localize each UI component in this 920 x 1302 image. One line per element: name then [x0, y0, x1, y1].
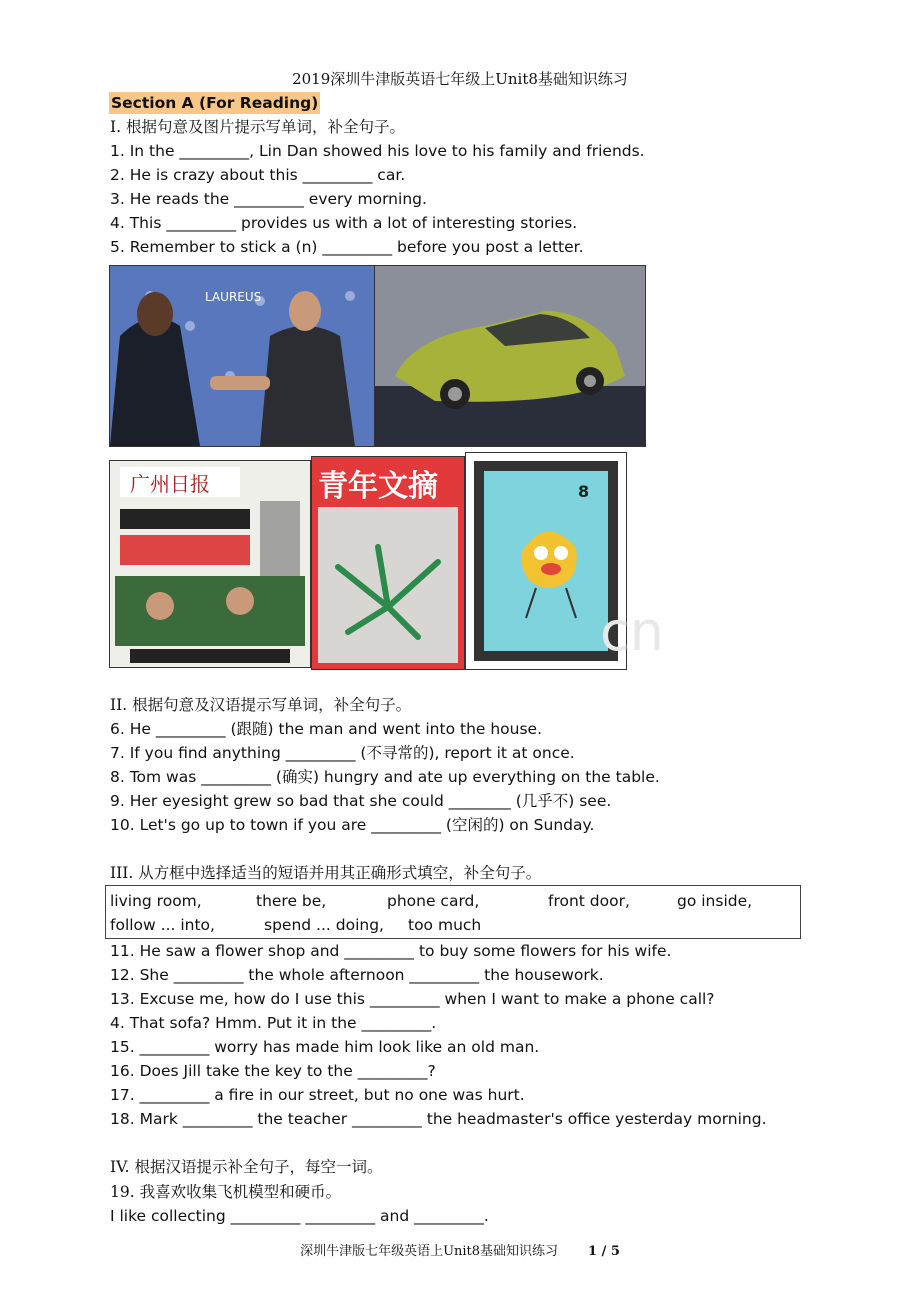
question-19-english: I like collecting _________ _________ and _________. — [110, 1207, 489, 1225]
question-8: 8. Tom was _________ (确实) hungry and ate up everything on the table. — [110, 768, 660, 786]
question-1: 1. In the _________, Lin Dan showed his love to his family and friends. — [110, 142, 645, 160]
question-17: 17. _________ a fire in our street, but no one was hurt. — [110, 1086, 525, 1104]
stamp-value: 8 — [578, 482, 590, 501]
phrase-phone-card: phone card, — [387, 892, 480, 910]
question-6: 6. He _________ (跟随) the man and went into the house. — [110, 720, 543, 738]
banner-text: LAUREUS — [205, 290, 262, 304]
magazine-title: 青年文摘 — [318, 469, 438, 504]
question-7: 7. If you find anything _________ (不寻常的), report it at once. — [110, 744, 575, 762]
magazine-cover — [311, 456, 465, 670]
interview-photo — [109, 265, 376, 447]
phrase-too-much: too much — [408, 916, 482, 934]
question-13: 13. Excuse me, how do I use this _________ when I want to make a phone call? — [110, 990, 715, 1008]
part1-instruction: I. 根据句意及图片提示写单词，补全句子。 — [110, 118, 405, 136]
question-4: 4. This _________ provides us with a lot of interesting stories. — [110, 214, 578, 232]
phrase-there-be: there be, — [256, 892, 327, 910]
section-title: Section A (For Reading) — [111, 94, 319, 112]
page-footer — [0, 1240, 920, 1259]
question-19-chinese: 19. 我喜欢收集飞机模型和硬币。 — [110, 1183, 342, 1201]
question-3: 3. He reads the _________ every morning. — [110, 190, 427, 208]
footer-text: 深圳牛津版七年级英语上Unit8基础知识练习 — [300, 1244, 559, 1259]
question-15: 15. _________ worry has made him look like an old man. — [110, 1038, 540, 1056]
question-10: 10. Let's go up to town if you are _________ (空闲的) on Sunday. — [110, 816, 595, 834]
watermark: cn — [600, 600, 664, 663]
newspaper-photo — [109, 460, 311, 668]
question-14: 4. That sofa? Hmm. Put it in the _________. — [110, 1014, 437, 1032]
question-11: 11. He saw a flower shop and _________ to buy some flowers for his wife. — [110, 942, 672, 960]
question-16: 16. Does Jill take the key to the _________? — [110, 1062, 436, 1080]
part4-instruction: IV. 根据汉语提示补全句子，每空一词。 — [110, 1158, 383, 1176]
newspaper-masthead: 广州日报 — [130, 472, 210, 496]
car-photo — [374, 265, 646, 447]
document-title: 2019深圳牛津版英语七年级上Unit8基础知识练习 — [292, 70, 628, 88]
part2-instruction: II. 根据句意及汉语提示写单词，补全句子。 — [110, 696, 412, 714]
question-2: 2. He is crazy about this _________ car. — [110, 166, 406, 184]
phrase-spend-doing: spend ... doing, — [264, 916, 384, 934]
phrase-go-inside: go inside, — [677, 892, 753, 910]
phrase-follow-into: follow ... into, — [110, 916, 215, 934]
page-number: 1 / 5 — [588, 1244, 620, 1259]
phrase-living-room: living room, — [110, 892, 202, 910]
phrase-front-door: front door, — [548, 892, 630, 910]
question-5: 5. Remember to stick a (n) _________ before you post a letter. — [110, 238, 584, 256]
part3-instruction: III. 从方框中选择适当的短语并用其正确形式填空，补全句子。 — [110, 864, 542, 882]
question-18: 18. Mark _________ the teacher _________ the headmaster's office yesterday morning. — [110, 1110, 767, 1128]
question-9: 9. Her eyesight grew so bad that she could ________ (几乎不) see. — [110, 792, 612, 810]
question-12: 12. She _________ the whole afternoon _________ the housework. — [110, 966, 604, 984]
